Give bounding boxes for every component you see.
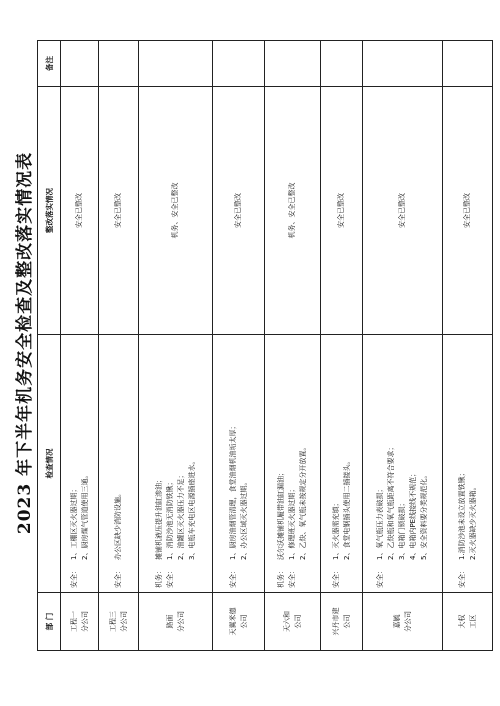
dept-name-line: 工区 [468,614,477,629]
check-item [239,339,250,588]
table-header-row [38,41,61,651]
check-text: 2、乙炔瓶和氧气瓶距离不符合要求； [387,443,395,560]
check-cell [61,335,99,593]
dept-cell [443,593,493,651]
status-cell: 安全已整改 [321,87,363,335]
check-item [113,339,124,588]
table-row [139,41,213,651]
table-row [265,41,321,651]
dept-cell [139,593,213,651]
check-item [80,339,91,588]
check-item [176,339,187,588]
dept-name-line: 工程三 [108,611,117,632]
check-text: 2、食堂电钢插头使用二插接头。 [342,457,351,560]
check-text: 3、电箱门锁破损； [398,499,406,560]
dept-name-line: 大权 [457,614,466,629]
check-item [228,339,239,588]
table-row [99,41,139,651]
note-cell [139,41,213,87]
check-item [408,339,419,588]
dept-name-line: 公司 [293,614,302,629]
dept-name-line: 分公司 [80,611,89,632]
check-cell [139,335,213,593]
check-item [375,339,386,588]
table-row [213,41,265,651]
check-item [386,339,397,588]
note-cell [213,41,265,87]
check-item [187,339,198,588]
check-item [276,339,287,588]
check-text: 办公区缺少消防设施。 [114,490,122,560]
note-cell [99,41,139,87]
check-text: 1、工棚区灭火器过期； [69,485,78,560]
check-text: 5、安全资料要分类规范化。 [420,471,428,560]
check-item [165,339,176,588]
check-cell [99,335,139,593]
status-cell: 安全已整改 [213,87,265,335]
header-status: 整改落实情况 [38,87,61,335]
dept-name-line: 公司 [239,614,248,629]
dept-name-line: 工程一 [69,611,78,632]
dept-name-line: 兴丹市建 [331,607,340,636]
dept-name-line: 公司 [342,614,351,629]
header-note: 备注 [38,41,61,87]
check-category: 安全： [114,567,122,588]
check-category: 安全： [376,567,384,588]
check-text: 1、消防沙池无消防铁锹； [165,478,174,560]
dept-name-line: 嘉毓 [392,614,401,629]
dept-name-line: 分公司 [119,611,128,632]
dept-name-line: 天翼米德 [228,607,237,636]
check-item [154,339,165,588]
note-cell [321,41,363,87]
check-text: 1.消防沙池未设立放置铁锹； [457,469,466,560]
check-text: 1、修理班灭火器过期； [288,485,296,560]
table-row [321,41,363,651]
dept-name-line: 分公司 [403,611,412,632]
page-title: 2023 年下半年机务安全检查及整改落实情况表 [15,151,35,535]
dept-name-line: 路面 [165,614,174,629]
check-text: 2、油罐区灭火器压力不足； [176,471,185,560]
check-text: 2.灭火器缺少灭火器箱。 [468,483,477,560]
check-text: 摊铺机液压提升油缸渗油； [154,476,163,560]
check-cell [363,335,443,593]
check-item [298,339,309,588]
check-text: 1、厨房油烟管清理，食堂油烟机油垢太厚； [228,422,237,560]
check-cell [443,335,493,593]
table-body [61,41,493,651]
check-category: 安全： [228,567,237,588]
status-cell: 安全已整改 [61,87,99,335]
header-check: 检查情况 [38,335,61,593]
check-category: 安全： [165,567,174,588]
header-dept: 部 门 [38,593,61,651]
status-cell: 机务、安全已整改 [265,87,321,335]
dept-cell [61,593,99,651]
check-cell [321,335,363,593]
check-item [457,339,468,588]
inspection-table [37,40,493,651]
check-item [287,339,298,588]
dept-name-line: 分公司 [176,611,185,632]
check-item [331,339,342,588]
check-text: 2、办公区域灭火器过期。 [239,478,248,560]
dept-cell [265,593,321,651]
status-cell: 机务、安全已整改 [139,87,213,335]
check-text: 沃尔沃摊铺机履带油缸漏油； [277,469,285,560]
check-item [69,339,80,588]
check-category: 安全： [69,567,78,588]
note-cell [265,41,321,87]
status-cell: 安全已整改 [363,87,443,335]
check-item [342,339,353,588]
note-cell [363,41,443,87]
check-text: 2、厨房煤气管道使用三通。 [80,471,89,560]
note-cell [61,41,99,87]
dept-cell [363,593,443,651]
check-text: 2、乙炔、氧气瓶未按规定分开放置。 [299,443,307,560]
note-cell [443,41,493,87]
check-text: 1、灭火器需充填； [331,499,340,560]
check-item [397,339,408,588]
check-cell [265,335,321,593]
dept-cell [99,593,139,651]
check-text: 4、电箱内PE线接线不规范； [409,469,417,560]
check-text: 3、电瓶车充电区电源插座进水。 [187,457,196,560]
check-item [468,339,479,588]
table-row [61,41,99,651]
check-category: 安全： [288,567,296,588]
dept-cell [213,593,265,651]
dept-name-line: 天六和 [282,611,291,632]
status-cell: 安全已整改 [443,87,493,335]
table-row [443,41,493,651]
check-category: 安全： [331,567,340,588]
check-category: 机务： [154,567,163,588]
status-cell: 安全已整改 [99,87,139,335]
table-row [363,41,443,651]
check-category: 机务： [277,567,285,588]
check-category: 安全： [457,567,466,588]
check-item [419,339,430,588]
check-cell [213,335,265,593]
check-text: 1、氧气瓶压力表破损； [376,485,384,560]
dept-cell [321,593,363,651]
